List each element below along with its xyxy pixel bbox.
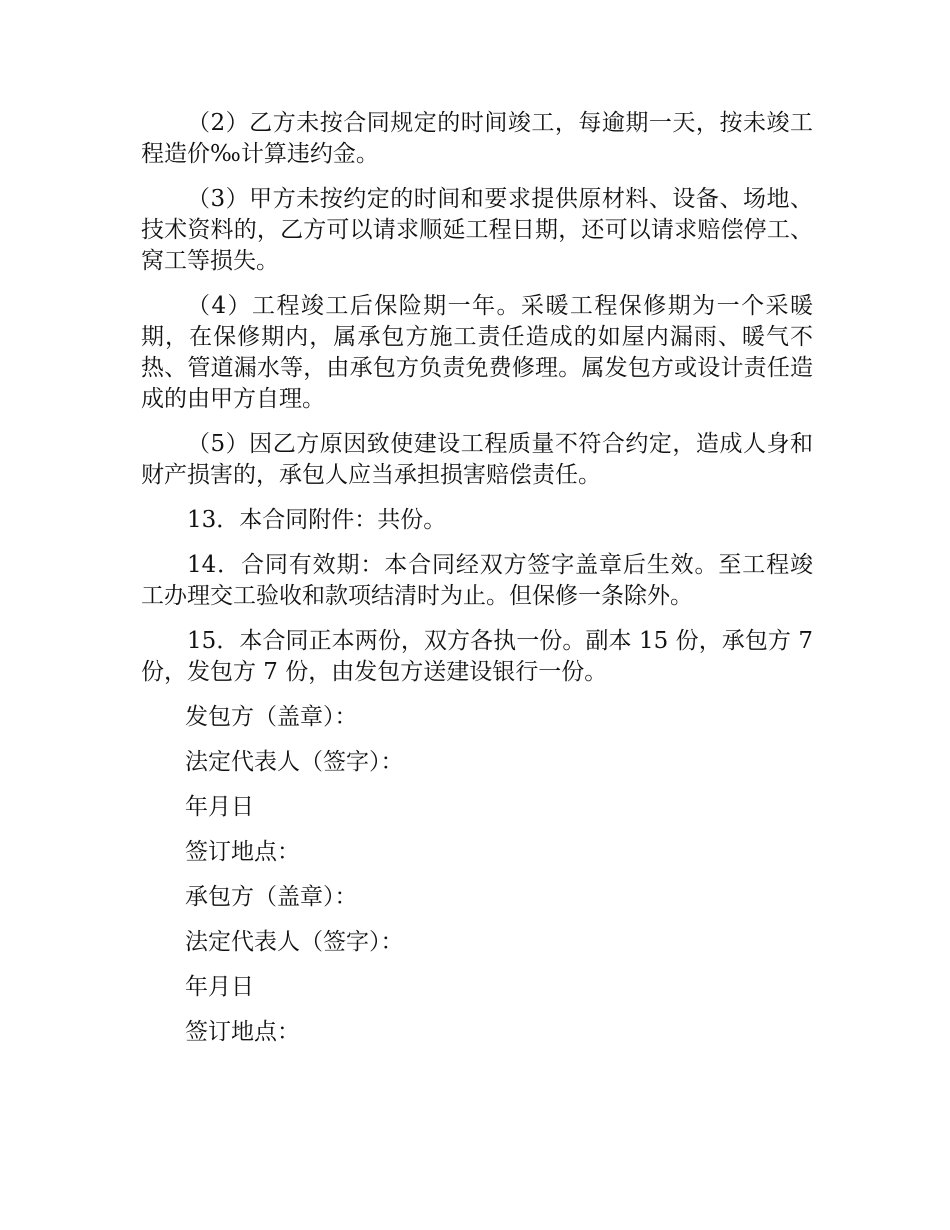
- article-14: 14．合同有效期：本合同经双方签字盖章后生效。至工程竣工办理交工验收和款项结清时为止。但保修一条除外。: [141, 552, 813, 609]
- article-15: 15．本合同正本两份，双方各执一份。副本 15 份，承包方 7 份，发包方 7 份，由发包方送建设银行一份。: [141, 628, 813, 685]
- clause-2: （2）乙方未按合同规定的时间竣工，每逾期一天，按未竣工程造价‰计算违约金。: [141, 110, 813, 167]
- clause-4: （4）工程竣工后保险期一年。采暖工程保修期为一个采暖期，在保修期内，属承包方施工责任造成的如屋内漏雨、暖气不热、管道漏水等，由承包方负责免费修理。属发包方或设计责任造成的由甲方自理。: [141, 293, 813, 412]
- document-body: [141, 108, 813, 1062]
- employer-date-line: 年月日: [185, 794, 254, 820]
- article-13: 13．本合同附件：共份。: [187, 507, 447, 533]
- clause-3: （3）甲方未按约定的时间和要求提供原材料、设备、场地、技术资料的，乙方可以请求顺延工程日期，还可以请求赔偿停工、窝工等损失。: [141, 186, 813, 274]
- contractor-representative-line: 法定代表人（签字）：: [185, 929, 404, 955]
- contractor-seal-line: 承包方（盖章）：: [185, 884, 358, 910]
- contractor-date-line: 年月日: [185, 974, 254, 1000]
- employer-representative-line: 法定代表人（签字）：: [185, 749, 404, 775]
- employer-signing-place-line: 签订地点：: [185, 839, 300, 865]
- employer-seal-line: 发包方（盖章）：: [185, 704, 358, 730]
- clause-5: （5）因乙方原因致使建设工程质量不符合约定，造成人身和财产损害的，承包人应当承担损害赔偿责任。: [141, 431, 813, 488]
- contractor-signing-place-line: 签订地点：: [185, 1019, 300, 1045]
